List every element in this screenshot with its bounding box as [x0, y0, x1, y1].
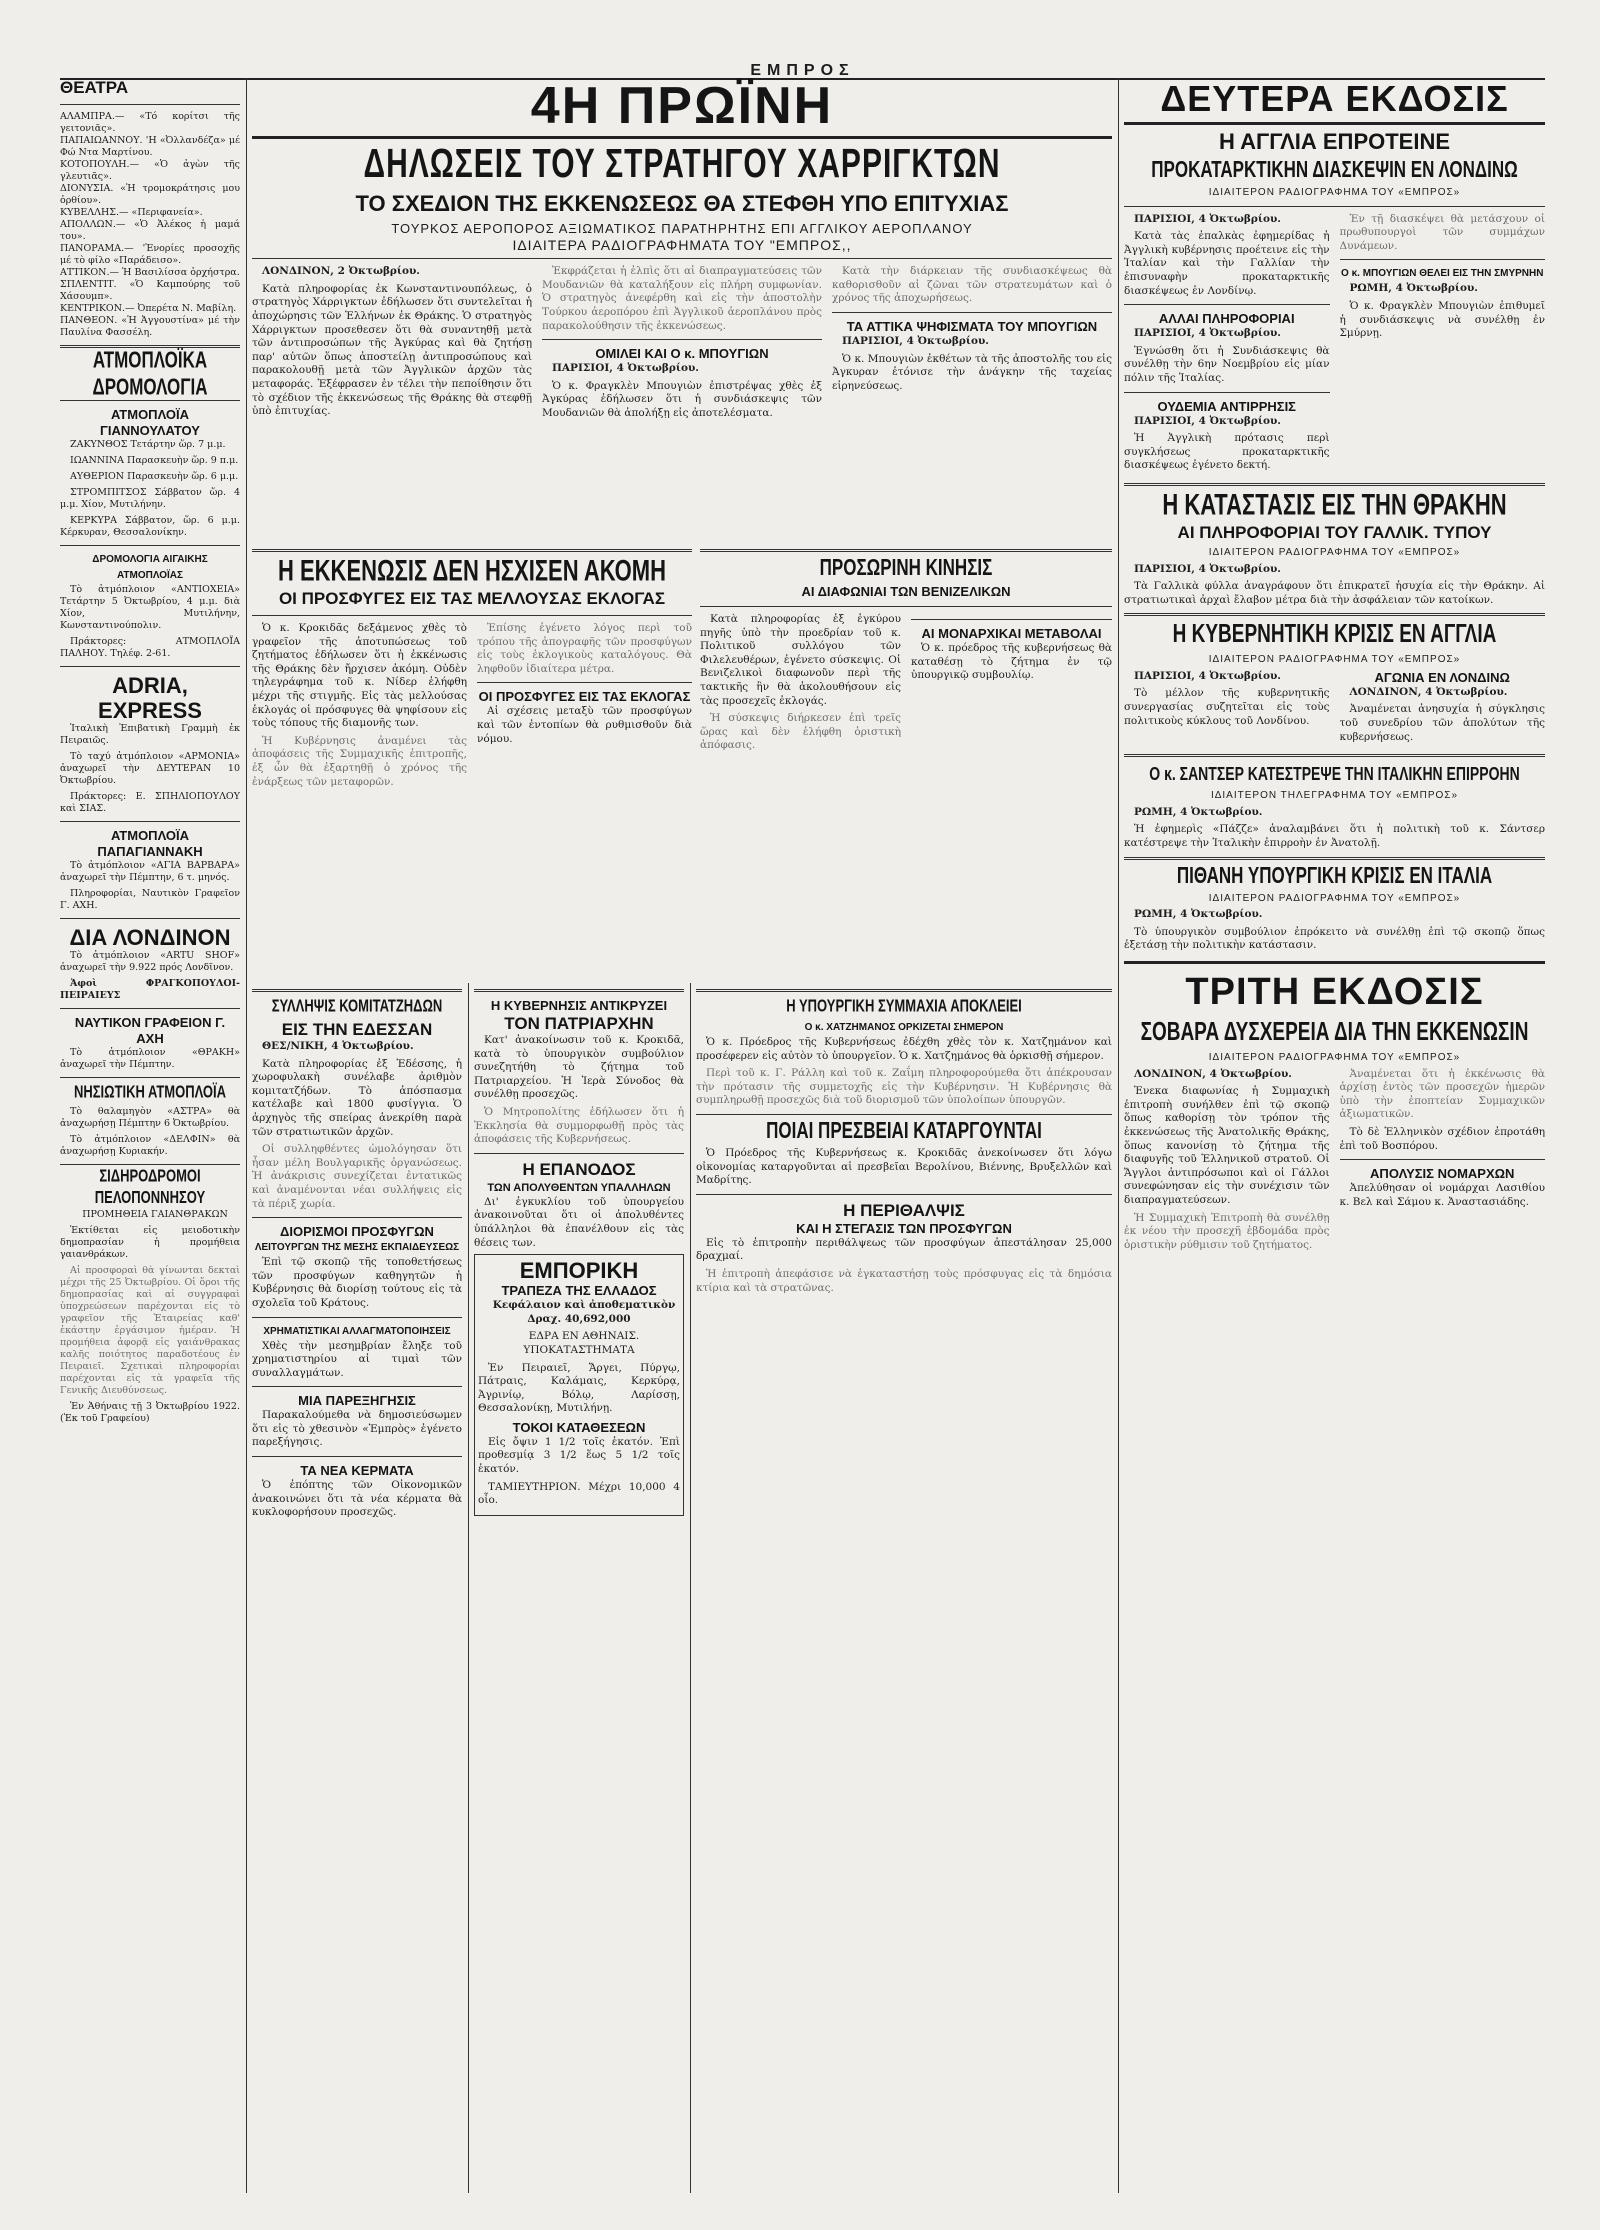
- third-sub-headline: ΑΠΟΛΥΣΙΣ ΝΟΜΑΡΧΩΝ: [1370, 1166, 1515, 1182]
- filler-text: Κατὰ τὴν διάρκειαν τῆς συνδιασκέψεως θὰ καθορισθοῦν αἱ ζῶναι τῶν στρατευμάτων καὶ ὁ χρόνος τῆς ἀποχωρήσεως.: [832, 265, 1112, 305]
- evacuation-sub-body: Αἱ σχέσεις μεταξὺ τῶν προσφύγων καὶ τῶν ἐντοπίων θὰ ρυθμισθοῦν διὰ νόμου.: [477, 705, 692, 745]
- thrace-dateline: ΠΑΡΙΣΙΟΙ, 4 Ὀκτωβρίου.: [1134, 562, 1281, 575]
- column-rule: [468, 983, 469, 2193]
- shipping-s2-title: ΔΡΟΜΟΛΟΓΙΑ ΑΙΓΑΙΚΗΣ ΑΤΜΟΠΛΟΪΑΣ: [92, 554, 208, 581]
- shipping-line: Τὸ ταχύ ἀτμόπλοιον «ΑΡΜΟΝΙΑ» ἀναχωρεῖ τὴν ΔΕΥΤΕΡΑΝ 10 Ὀκτωβρίου.: [60, 751, 240, 786]
- bank-seat: ΕΔΡΑ ΕΝ ΑΘΗΝΑΙΣ. ΥΠΟΚΑΤΑΣΤΗΜΑΤΑ: [523, 1330, 640, 1356]
- second-sub-headline: ΑΛΛΑΙ ΠΛΗΡΟΦΟΡΙΑΙ: [1158, 311, 1295, 327]
- filler-text: Ἐπίσης ἐγένετο λόγος περὶ τοῦ τρόπου τῆς ἀπογραφῆς τῶν προσφύγων εἰς τοὺς ἐκλογικοὺς καταλόγους. Θὰ ληφθοῦν ἰδιαίτερα μέτρα.: [477, 622, 692, 675]
- theatre-line: ΑΛΑΜΠΡΑ.— «Τό κορίτσι τῆς γειτονιᾶς».: [60, 111, 240, 134]
- shipping-s6-title: ΝΑΥΤΙΚΟΝ ΓΡΑΦΕΙΟΝ Γ. ΑΧΗ: [74, 1015, 226, 1046]
- col3-s5-headline: ΤΑ ΝΕΑ ΚΕΡΜΑΤΑ: [300, 1463, 414, 1479]
- italy-headline: ΠΙΘΑΝΗ ΥΠΟΥΡΓΙΚΗ ΚΡΙΣΙΣ ΕΝ ΙΤΑΛΙΑ: [1176, 862, 1493, 888]
- lead-sub-headline: ΟΜΙΛΕΙ ΚΑΙ Ο κ. ΜΠΟΥΓΙΩΝ: [595, 346, 769, 362]
- column-rule: [246, 78, 247, 2193]
- newspaper-name: ΕΜΠΡΟΣ: [750, 62, 855, 79]
- third-note: Τὸ δὲ Ἐλληνικὸν σχέδιον ἐπροτάθη ἐπὶ τοῦ Βοσπόρου.: [1339, 1125, 1545, 1152]
- politics-headline: ΠΡΟΣΩΡΙΝΗ ΚΙΝΗΣΙΣ: [819, 554, 993, 581]
- filler-text: Αἱ προσφοραὶ θὰ γίνωνται δεκταὶ μέχρι τῆς 25 Ὀκτωβρίου. Οἱ ὅροι τῆς δημοπρασίας καὶ αἱ συγγραφαὶ ὑποχρεώσεων παρέχονται εἰς τὸ γραφεῖον τῆς Ἑταιρείας καθ' ἑκάστην ἐργάσιμον ἡμέραν. Ἡ προμήθεια ἀφορᾷ εἰς γαιάνθρακας καλῆς ποιότητος παραδοτέους ἐν Πειραιεῖ. Σχετικαὶ πληροφορίαι παρέχονται εἰς τὰ γραφεῖα τῆς Γενικῆς Διευθύνσεως.: [60, 1265, 240, 1396]
- col4-s1-headline: Η ΚΥΒΕΡΝΗΣΙΣ ΑΝΤΙΚΡΥΖΕΙ: [490, 998, 668, 1013]
- filler-text: Ἀναμένεται ὅτι ἡ ἐκκένωσις θὰ ἀρχίσῃ ἐντὸς τῶν προσεχῶν ἡμερῶν ὑπὸ τὴν ἐποπτείαν Συμμαχικῶν ἀξιωματικῶν.: [1339, 1067, 1545, 1121]
- theatre-line: ΑΠΟΛΛΩΝ.— «Ὁ Ἀλέκος ἡ μαμά του».: [60, 219, 240, 242]
- lead-headline: ΔΗΛΩΣΕΙΣ ΤΟΥ ΣΤΡΑΤΗΓΟΥ ΧΑΡΡΙΓΚΤΩΝ: [363, 142, 1001, 187]
- lead-body: Κατὰ πληροφορίας ἐκ Κωνσταντινουπόλεως, ὁ στρατηγὸς Χάρριγκτων ἐδήλωσεν ὅτι συντελεῖται ἡ ἀποχώρησις τῶν Ἑλλήνων ἐκ Θράκης. Ὁ στρατηγὸς Χάρριγκτων προσεθεσεν ὅτι θὰ συναντηθῇ μετὰ τῶν ἀντιπροσώπων τῆς Ἀγκύρας καὶ θὰ ζητήσῃ παρ' αὐτῶν ὅπως ἀποστείλῃ ἀντιπροσώπους καὶ παρακολουθῇ μετὰ τῶν Ἀγγλικῶν ἀρχῶν τὰς μεταφοράς. Ἐξέφρασεν ἐν τέλει τὴν πεποίθησιν ὅτι τὸ σχέδιον τῆς ἐκκενώσεως τῆς Θράκης θὰ στεφθῇ ὑπὸ ἐπιτυχίας.: [252, 282, 532, 418]
- col5-s3-deck: ΚΑΙ Η ΣΤΕΓΑΣΙΣ ΤΩΝ ΠΡΟΣΦΥΓΩΝ: [796, 1220, 1012, 1236]
- british-crisis-source: ΙΔΙΑΙΤΕΡΟΝ ΡΑΔΙΟΓΡΑΦΗΜΑ ΤΟΥ «ΕΜΠΡΟΣ»: [1208, 654, 1461, 666]
- column-4: [474, 983, 684, 2193]
- evacuation-headline: Η ΕΚΚΕΝΩΣΙΣ ΔΕΝ ΗΣΧΙΣΕΝ ΑΚΟΜΗ: [278, 553, 666, 588]
- third-headline: ΣΟΒΑΡΑ ΔΥΣΧΕΡΕΙΑ ΔΙΑ ΤΗΝ ΕΚΚΕΝΩΣΙΝ: [1140, 1018, 1529, 1047]
- second-deck: ΠΡΟΚΑΤΑΡΚΤΙΚΗΝ ΔΙΑΣΚΕΨΙΝ ΕΝ ΛΟΝΔΙΝΩ: [1151, 156, 1518, 183]
- filler-text: Ὁ Μητροπολίτης ἐδήλωσεν ὅτι ἡ Ἐκκλησία θὰ συμμορφωθῇ πρὸς τὰς ἀποφάσεις τῆς Κυβερνήσεως.: [474, 1105, 684, 1146]
- third-source: ΙΔΙΑΙΤΕΡΟΝ ΡΑΔΙΟΓΡΑΦΗΜΑ ΤΟΥ «ΕΜΠΡΟΣ»: [1208, 1052, 1461, 1063]
- theatres-title: ΘΕΑΤΡΑ: [60, 78, 129, 97]
- second-headline: Η ΑΓΓΛΙΑ ΕΠΡΟΤΕΙΝΕ: [1218, 129, 1451, 154]
- col5-s1-headline: Η ΥΠΟΥΡΓΙΚΗ ΣΥΜΜΑΧΙΑ ΑΠΟΚΛΕΙΕΙ: [786, 995, 1022, 1016]
- theatre-line: ΑΤΤΙΚΟΝ.— Ἡ Βασιλίσσα ὀρχήστρα.: [60, 267, 240, 278]
- evacuation-deck: ΟΙ ΠΡΟΣΦΥΓΕΣ ΕΙΣ ΤΑΣ ΜΕΛΛΟΥΣΑΣ ΕΚΛΟΓΑΣ: [278, 589, 666, 608]
- italy-body: Τὸ ὑπουργικὸν συμβούλιον ἐπρόκειτο νὰ συνέλθῃ ἐπὶ τῷ σκοπῷ ὅπως ἐξετάσῃ τὴν πολιτικὴν κατάστασιν.: [1124, 925, 1545, 952]
- schanzer-body: Ἡ ἐφημερὶς «Πάζζε» ἀναλαμβάνει ὅτι ἡ πολιτικὴ τοῦ κ. Σάντσερ κατέστρεψε τὴν Ἰταλικὴν ἐπιρροὴν ἐν Ἀνατολῇ.: [1124, 823, 1545, 850]
- filler-text: Ἡ ἐπιτροπὴ ἀπεφάσισε νὰ ἐγκαταστήσῃ τοὺς πρόσφυγας εἰς τὰ δημόσια κτίρια καὶ τὰ στρατῶνας.: [696, 1267, 1112, 1294]
- lead-dateline: ΛΟΝΔΙΝΟΝ, 2 Ὀκτωβρίου.: [262, 265, 420, 278]
- evacuation-story: [252, 543, 692, 973]
- shipping-s4-title: ΑΤΜΟΠΛΟΪΑ ΠΑΠΑΓΙΑΝΝΑΚΗ: [97, 828, 203, 859]
- lead-col-c: [832, 265, 1112, 424]
- col3-s5-body: Ὁ ἐπόπτης τῶν Οἰκονομικῶν ἀνακοινώνει ὅτι τὰ νέα κέρματα θὰ κυκλοφορήσουν προσεχῶς.: [252, 1479, 462, 1519]
- col3-s2-headline: ΔΙΟΡΙΣΜΟΙ ΠΡΟΣΦΥΓΩΝ: [280, 1224, 434, 1240]
- italy-source: ΙΔΙΑΙΤΕΡΟΝ ΡΑΔΙΟΓΡΑΦΗΜΑ ΤΟΥ «ΕΜΠΡΟΣ»: [1208, 892, 1461, 904]
- lead-side-body: Ὁ κ. Μπουγιὼν ἐκθέτων τὰ τῆς ἀποστολῆς του εἰς Ἀγκυραν ἐτόνισε τὴν ἀνάγκην τῆς ταχείας εἰρηνεύσεως.: [832, 352, 1112, 392]
- second-body: Κατὰ τὰς ἐπαλκὰς ἐφημερίδας ἡ Ἀγγλικὴ κυβέρνησις προέτεινε εἰς τὴν Ἰταλίαν καὶ τὴν Γαλλίαν τὴν ἐπισυναφὴν προκαταρκτικῆς διασκέψεως ἐν Λονδίνῳ.: [1124, 230, 1330, 297]
- shipping-line: Ἀφοὶ ΦΡΑΓΚΟΠΟΥΛΟΙ-ΠΕΙΡΑΙΕΥΣ: [60, 978, 240, 1001]
- british-crisis-sub-headline: ΑΓΩΝΙΑ ΕΝ ΛΟΝΔΙΝΩ: [1374, 669, 1510, 685]
- british-crisis-sub-dateline: ΛΟΝΔΙΝΟΝ, 4 Ὀκτωβρίου.: [1349, 685, 1508, 698]
- shipping-line: Ἰταλικὴ Ἐπιβατικὴ Γραμμὴ ἐκ Πειραιῶς.: [60, 723, 240, 746]
- schanzer-headline: Ο κ. ΣΑΝΤΣΕΡ ΚΑΤΕΣΤΡΕΨΕ ΤΗΝ ΙΤΑΛΙΚΗΝ ΕΠΙΡΡΟΗΝ: [1149, 762, 1520, 785]
- column-rule: [1118, 78, 1119, 2193]
- filler-text: Περὶ τοῦ κ. Γ. Ράλλη καὶ τοῦ κ. Ζαΐμη πληροφορούμεθα ὅτι ἀπέκρουσαν τὴν πρότασιν τῆς συμμετοχῆς εἰς τὴν Κυβέρνησιν. Ἡ Κυβέρνησις θὰ συμπληρωθῇ προσεχῶς διὰ τοῦ διορισμοῦ τῶν ὑπολοίπων ὑπουργῶν.: [696, 1067, 1112, 1107]
- column-3: [252, 983, 462, 2193]
- third-banner: ΤΡΙΤΗ ΕΚΔΟΣΙΣ: [1185, 971, 1484, 1013]
- lead-story: [252, 78, 1112, 533]
- shipping-line: Τὸ ἀτμόπλοιον «ΑΓΙΑ ΒΑΡΒΑΡΑ» ἀναχωρεῖ τὴν Πέμπτην, 6 τ. μηνός.: [60, 860, 240, 883]
- thrace-body: Τὰ Γαλλικὰ φύλλα ἀναγράφουν ὅτι ἐπικρατεῖ ἡσυχία εἰς τὴν Θράκην. Αἱ στρατιωτικαὶ ἀρχαὶ ἔλαβον μέτρα διὰ τὴν ἀσφάλειαν τῶν κατοίκων.: [1124, 580, 1545, 606]
- second-sub-dateline: ΠΑΡΙΣΙΟΙ, 4 Ὀκτωβρίου.: [1134, 327, 1281, 340]
- col5-s3-body: Εἰς τὸ ἐπιτροπὴν περιθάλψεως τῶν προσφύγων ἀπεστάλησαν 25,000 δραχμαί.: [696, 1236, 1112, 1263]
- third-body: Ἐνεκα διαφωνίας ἡ Συμμαχικὴ ἐπιτροπὴ συνήλθεν ἐπὶ τῷ σκοπῷ ὅπως καθορίσῃ τὸν τρόπον τῆς ἐκκενώσεως τῆς Ἀνατολικῆς Θράκης, ὅπως κανονίσῃ τὸ ζήτημα τῆς διαφυγῆς τοῦ Ἑλληνικοῦ στρατοῦ. Οἱ Ἄγγλοι ἀντιπρόσωποι καὶ οἱ Γάλλοι συνεφώνησαν εἰς τὴν συνέχισιν τῶν διαπραγματεύσεων.: [1124, 1085, 1330, 1206]
- shipping-line: ΠΡΟΜΗΘΕΙΑ ΓΑΙΑΝΘΡΑΚΩΝ: [82, 1209, 228, 1220]
- theatre-line: ΚΟΤΟΠΟΥΛΗ.— «Ὁ ἀγὼν τῆς γλευτιᾶς».: [60, 159, 240, 182]
- col3-s3-body: Χθὲς τὴν μεσημβρίαν ἔληξε τοῦ χρηματιστηρίου αἱ τιμαὶ τῶν συναλλαγμάτων.: [252, 1339, 462, 1379]
- shipping-line: Πράκτορες: Ε. ΣΠΗΛΙΟΠΟΥΛΟΥ καὶ ΣΙΑΣ.: [60, 791, 240, 814]
- col3-s1-dateline: ΘΕΣ/ΝΙΚΗ, 4 Ὀκτωβρίου.: [262, 1040, 414, 1052]
- british-crisis-body: Τὸ μέλλον τῆς κυβερνητικῆς συνεργασίας συζητεῖται εἰς τοὺς πολιτικοὺς κύκλους τοῦ Λονδίνου.: [1124, 687, 1330, 727]
- third-sub-body: Ἀπελύθησαν οἱ νομάρχαι Λασιθίου κ. Βελ καὶ Σάμου κ. Ἀναστασιάδης.: [1339, 1182, 1545, 1208]
- col5-s2-headline: ΠΟΙΑΙ ΠΡΕΣΒΕΙΑΙ ΚΑΤΑΡΓΟΥΝΤΑΙ: [766, 1117, 1042, 1144]
- schanzer-dateline: ΡΩΜΗ, 4 Ὀκτωβρίου.: [1134, 805, 1263, 818]
- lead-source: ΙΔΙΑΙΤΕΡΑ ΡΑΔΙΟΓΡΑΦΗΜΑΤΑ ΤΟΥ "ΕΜΠΡΟΣ,,: [512, 236, 852, 253]
- british-crisis-sub-body: Ἀναμένεται ἀνησυχία ἡ σύγκλησις τοῦ συνεδρίου τῶν ἀπολύτων τῆς κυβερνήσεως.: [1339, 703, 1545, 743]
- bank-subtitle: ΤΡΑΠΕΖΑ ΤΗΣ ΕΛΛΑΔΟΣ: [501, 1283, 657, 1299]
- col4-s2-headline: Η ΕΠΑΝΟΔΟΣ: [522, 1159, 636, 1179]
- col4-s1-body: Κατ' ἀνακοίνωσιν τοῦ κ. Κροκιδᾶ, κατὰ τὸ ὑπουργικὸν συμβούλιον συνεζητήθη τὸ ζήτημα τοῦ Πατριαρχείου. Ἡ Ἱερὰ Σύνοδος θὰ συνέλθῃ προσεχῶς.: [474, 1034, 684, 1101]
- col3-s4-body: Παρακαλούμεθα νὰ δημοσιεύσωμεν ὅτι εἰς τὸ χθεσινὸν «Ἐμπρὸς» ἐγένετο παρεξήγησις.: [252, 1409, 462, 1449]
- bank-savings: ΤΑΜΙΕΥΤΗΡΙΟΝ. Μέχρι 10,000 4 οἷο.: [478, 1480, 680, 1507]
- column-1: [60, 78, 240, 2193]
- col3-s3-headline: ΧΡΗΜΑΤΙΣΤΙΚΑΙ ΑΛΛΑΓΜΑΤΟΠΟΙΗΣΕΙΣ: [263, 1325, 451, 1337]
- second-side-dateline: ΡΩΜΗ, 4 Ὀκτωβρίου.: [1349, 282, 1478, 295]
- col5-s3-headline: Η ΠΕΡΙΘΑΛΨΙΣ: [843, 1200, 965, 1220]
- shipping-line: ΑΥΘΕΡΙΟΝ Παρασκευὴν ὥρ. 6 μ.μ.: [70, 471, 239, 482]
- thrace-headline: Η ΚΑΤΑΣΤΑΣΙΣ ΕΙΣ ΤΗΝ ΘΡΑΚΗΝ: [1162, 487, 1507, 522]
- filler-text: Ἐν τῇ διασκέψει θὰ μετάσχουν οἱ πρωθυπουργοὶ τῶν συμμάχων Δυνάμεων.: [1339, 212, 1545, 252]
- col4-s1-deck: ΤΟΝ ΠΑΤΡΙΑΡΧΗΝ: [504, 1014, 654, 1033]
- shipping-line: ΚΕΡΚΥΡΑ Σάββατον, ὥρ. 6 μ.μ. Κέρκυραν, Θεσσαλονίκην.: [60, 515, 240, 538]
- politics-story: [700, 543, 1112, 973]
- shipping-line: Τὸ θαλαμηγὸν «ΑΣΤΡΑ» θὰ ἀναχωρήσῃ Πέμπτην 6 Ὀκτωβρίου.: [60, 1106, 240, 1129]
- shipping-line: Πράκτορες: ΑΤΜΟΠΛΟΪΑ ΠΑΛΗΟΥ. Τηλέφ. 2-61.: [60, 636, 240, 659]
- lead-banner: 4Η ΠΡΩΪΝΗ: [530, 78, 834, 135]
- column-5: [696, 983, 1112, 2193]
- col3-s2-deck: ΛΕΙΤΟΥΡΓΩΝ ΤΗΣ ΜΕΣΗΣ ΕΚΠΑΙΔΕΥΣΕΩΣ: [254, 1242, 460, 1254]
- col4-s2-body: Δι' ἐγκυκλίου τοῦ ὑπουργείου ἀνακοινοῦται ὅτι οἱ ἀπολυθέντες ὑπάλληλοι θὰ ἐπανέλθουν εἰς τὰς θέσεις των.: [474, 1195, 684, 1249]
- british-crisis-dateline: ΠΑΡΙΣΙΟΙ, 4 Ὀκτωβρίου.: [1134, 669, 1281, 682]
- shipping-s7-title: ΝΗΣΙΩΤΙΚΗ ΑΤΜΟΠΛΟΪΑ: [73, 1081, 227, 1102]
- evacuation-sub-headline: ΟΙ ΠΡΟΣΦΥΓΕΣ ΕΙΣ ΤΑΣ ΕΚΛΟΓΑΣ: [478, 689, 691, 705]
- col5-s2-body: Ὁ Πρόεδρος τῆς Κυβερνήσεως κ. Κροκιδᾶς ἀνεκοίνωσεν ὅτι λόγω οἰκονομίας καταργοῦνται αἱ πρεσβεῖαι Βερολίνου, Βιέννης, Βρυξελλῶν καὶ Μαδρίτης.: [696, 1146, 1112, 1187]
- thrace-deck: ΑΙ ΠΛΗΡΟΦΟΡΙΑΙ ΤΟΥ ΓΑΛΛΙΚ. ΤΥΠΟΥ: [1177, 522, 1492, 542]
- theatre-line: ΠΑΝΟΡΑΜΑ.— 'Ἐνορίες προσοχῆς μέ τὸ φίλο «Παράδεισο».: [60, 243, 240, 266]
- british-crisis-headline: Η ΚΥΒΕΡΝΗΤΙΚΗ ΚΡΙΣΙΣ ΕΝ ΑΓΓΛΙΑ: [1172, 620, 1497, 649]
- filler-text: Ἡ Κυβέρνησις ἀναμένει τὰς ἀποφάσεις τῆς Συμμαχικῆς ἐπιτροπῆς, ἐξ ὧν θὰ ἐξαρτηθῇ ὁ χρόνος τῆς ἐνάρξεως τῶν μεταφορῶν.: [252, 734, 467, 788]
- shipping-s5-title: ΔΙΑ ΛΟΝΔΙΝΟΝ: [69, 925, 231, 950]
- lead-col-b: [542, 265, 822, 424]
- second-banner: ΔΕΥΤΕΡΑ ΕΚΔΟΣΙΣ: [1160, 78, 1509, 119]
- col4-s2-deck: ΤΩΝ ΑΠΟΛΥΘΕΝΤΩΝ ΥΠΑΛΛΗΛΩΝ: [487, 1181, 671, 1194]
- theatre-line: ΚΕΝΤΡΙΚΟΝ.— Ὀπερέτα Ν. Μαβίλη.: [60, 303, 237, 314]
- column-rule: [690, 983, 691, 2193]
- col3-s2-body: Ἐπὶ τῷ σκοπῷ τῆς τοποθετήσεως τῶν προσφύγων καθηγητῶν ἡ Κυβέρνησις θὰ διορίσῃ τούτους εἰς τὰ σχολεῖα τοῦ Κράτους.: [252, 1256, 462, 1309]
- second-edition: [1124, 78, 1545, 2193]
- col5-s1-body: Ὁ κ. Πρόεδρος τῆς Κυβερνήσεως ἐδέχθη χθὲς τὸν κ. Χατζημάνον καὶ προσέφερεν εἰς αὐτὸν τὸ ὑπουργεῖον. Ὁ κ. Χατζημάνος θὰ ὁρκισθῇ σήμερον.: [696, 1036, 1112, 1062]
- col5-s1-deck: Ο κ. ΧΑΤΖΗΜΑΝΟΣ ΟΡΚΙΖΕΤΑΙ ΣΗΜΕΡΟΝ: [804, 1022, 1004, 1033]
- col3-s1-headline: ΣΥΛΛΗΨΙΣ ΚΟΜΙΤΑΤΖΗΔΩΝ: [271, 995, 443, 1016]
- col3-s1-deck: ΕΙΣ ΤΗΝ ΕΔΕΣΣΑΝ: [281, 1020, 433, 1039]
- politics-sub-body: Ὁ κ. πρόεδρος τῆς κυβερνήσεως θὰ καταθέσῃ τὸ ζήτημα ἐν τῷ ὑπουργικῷ συμβουλίῳ.: [911, 642, 1112, 682]
- shipping-line: ΣΤΡΟΜΠΙΤΣΟΣ Σάββατον ὥρ. 4 μ.μ. Χίον, Μυτιλήνην.: [60, 487, 240, 510]
- bank-branches: Ἐν Πειραιεῖ, Ἄργει, Πύργῳ, Πάτραις, Καλάμαις, Κερκύρᾳ, Ἀγρινίῳ, Βόλῳ, Λαρίσσῃ, Θεσσαλονίκῃ, Μυτιλήνῃ.: [478, 1361, 680, 1415]
- filler-text: Ἡ Συμμαχικὴ Ἐπιτροπὴ θὰ συνέλθῃ ἐκ νέου τὴν προσεχῆ ἑβδομάδα πρὸς ὁριστικὴν ρύθμισιν τοῦ ζητήματος.: [1124, 1211, 1330, 1251]
- lead-side-dateline: ΠΑΡΙΣΙΟΙ, 4 Ὀκτωβρίου.: [842, 334, 989, 347]
- bank-title: ΕΜΠΟΡΙΚΗ: [519, 1258, 639, 1284]
- theatre-line: ΚΥΒΕΛΛΗΣ.— «Περιφανεία».: [60, 207, 203, 218]
- shipping-line: Ἐν Ἀθήναις τῇ 3 Ὀκτωβρίου 1922. (Ἐκ τοῦ Γραφείου): [60, 1401, 240, 1424]
- second-dateline: ΠΑΡΙΣΙΟΙ, 4 Ὀκτωβρίου.: [1134, 212, 1281, 225]
- col3-s4-headline: ΜΙΑ ΠΑΡΕΞΗΓΗΣΙΣ: [298, 1393, 416, 1409]
- second-side-body: Ὁ κ. Φραγκλὲν Μπουγιὼν ἐπιθυμεῖ ἡ συνδιάσκεψις νὰ συνέλθῃ ἐν Σμύρνῃ.: [1339, 299, 1545, 340]
- theatre-line: ΣΠΛΕΝΤΙΤ. «Ὁ Καμπούρης τοῦ Χάσουμπ».: [60, 279, 240, 302]
- shipping-s1-title: ΑΤΜΟΠΛΟΪΑ ΓΙΑΝΝΟΥΛΑΤΟΥ: [100, 407, 200, 438]
- italy-dateline: ΡΩΜΗ, 4 Ὀκτωβρίου.: [1134, 908, 1263, 921]
- shipping-line: ΙΩΑΝΝΙΝΑ Παρασκευὴν ὥρ. 9 π.μ.: [70, 455, 239, 466]
- shipping-title: ΑΤΜΟΠΛΟΪΚΑ ΔΡΟΜΟΛΟΓΙΑ: [92, 347, 208, 400]
- schanzer-source: ΙΔΙΑΙΤΕΡΟΝ ΤΗΛΕΓΡΑΦΗΜΑ ΤΟΥ «ΕΜΠΡΟΣ»: [1210, 790, 1459, 802]
- bank-rates: Εἰς ὄψιν 1 1/2 τοῖς ἑκατόν. Ἐπὶ προθεσμίᾳ 3 1/2 ἕως 5 1/2 τοῖς ἑκατόν.: [478, 1435, 680, 1476]
- bank-advertisement: [474, 1254, 684, 1516]
- shipping-line: Τὸ ἀτμόπλοιον «ΔΕΛΦΙΝ» θὰ ἀναχωρήσῃ Κυριακήν.: [60, 1134, 240, 1157]
- theatre-line: ΔΙΟΝΥΣΙΑ. «Ἡ τρομοκράτησις μου ὀρθίου».: [60, 183, 240, 206]
- bank-rates-headline: ΤΟΚΟΙ ΚΑΤΑΘΕΣΕΩΝ: [512, 1419, 646, 1435]
- lead-sub-dateline: ΠΑΡΙΣΙΟΙ, 4 Ὀκτωβρίου.: [552, 362, 699, 375]
- lead-sub-body: Ὁ κ. Φραγκλὲν Μπουγιὼν ἐπιστρέψας χθὲς ἐξ Ἀγκύρας ἐδήλωσεν ὅτι ἡ συνδιάσκεψις τῶν Μουδανιῶν θὰ ἀπολήξῃ εἰς ἀποτελέσματα.: [542, 379, 822, 419]
- filler-text: Ἡ σύσκεψις διήρκεσεν ἐπὶ τρεῖς ὥρας καὶ δὲν ἐλήφθη ὁριστικὴ ἀπόφασις.: [700, 712, 901, 752]
- politics-deck: ΑΙ ΔΙΑΦΩΝΙΑΙ ΤΩΝ ΒΕΝΙΖΕΛΙΚΩΝ: [801, 584, 1011, 599]
- masthead: [60, 60, 1545, 80]
- lead-deck-1: ΤΟ ΣΧΕΔΙΟΝ ΤΗΣ ΕΚΚΕΝΩΣΕΩΣ ΘΑ ΣΤΕΦΘΗ ΥΠΟ ΕΠΙΤΥΧΙΑΣ: [355, 191, 1009, 216]
- theatre-line: ΠΑΠΑΙΩΑΝΝΟΥ. 'Η «Ὀλλανδέζα» μέ Φώ Ντα Μαρτίνου.: [60, 135, 240, 158]
- second-sub2-headline: ΟΥΔΕΜΙΑ ΑΝΤΙΡΡΗΣΙΣ: [1157, 398, 1296, 414]
- second-sub2-body: Ἡ Ἀγγλικὴ πρότασις περὶ συγκλήσεως προκαταρκτικῆς διασκέψεως ἐγένετο δεκτή.: [1124, 432, 1330, 472]
- filler-text: Ἐκφράζεται ἡ ἐλπὶς ὅτι αἱ διαπραγματεύσεις τῶν Μουδανιῶν θὰ καταλήξουν εἰς πλήρη συμφωνίαν. Ὁ στρατηγὸς ἀνεφέρθη καὶ εἰς τὴν ἀποστολὴν Τούρκου ἀεροπόρου ἐπὶ Ἀγγλικοῦ ἀεροπλάνου πρὸς παρακολούθησιν τῆς ἐκκενώσεως.: [542, 265, 822, 332]
- shipping-s8-title: ΣΙΔΗΡΟΔΡΟΜΟΙ ΠΕΛΟΠΟΝΝΗΣΟΥ: [94, 1165, 206, 1208]
- shipping-line: Πληροφορίαι, Ναυτικὸν Γραφεῖον Γ. ΑΧΗ.: [60, 888, 240, 911]
- thrace-source: ΙΔΙΑΙΤΕΡΟΝ ΡΑΔΙΟΓΡΑΦΗΜΑ ΤΟΥ «ΕΜΠΡΟΣ»: [1208, 546, 1461, 558]
- shipping-line: Ἐκτίθεται εἰς μειοδοτικὴν δημοπρασίαν ἡ προμήθεια γαιανθράκων.: [60, 1225, 240, 1260]
- evacuation-body: Ὁ κ. Κροκιδᾶς δεξάμενος χθὲς τὸ γραφεῖον τῆς ἀποτυπώσεως τοῦ ζητήματος ἐδήλωσεν ὅτι ἡ ἐκκένωσις τῆς Θράκης δὲν ἤρχισεν ἀκόμη. Οὐδὲν τηλεγράφημα τοῦ κ. Νίδερ ἐλήφθη μέχρι τῆς στιγμῆς. Εἰς τὰς μελλούσας ἐκλογάς οἱ πρόσφυγες θὰ ψηφίσουν εἰς τοὺς τόπους τῆς διαμονῆς των.: [252, 622, 467, 730]
- shipping-line: Τὸ ἀτμόπλοιον «ARTU SHOF» ἀναχωρεῖ τὴν 9.922 πρός Λονδῖνον.: [60, 950, 240, 973]
- second-side-headline: Ο κ. ΜΠΟΥΓΙΩΝ ΘΕΛΕΙ ΕΙΣ ΤΗΝ ΣΜΥΡΝΗΝ: [1341, 268, 1544, 280]
- second-sub-body: Ἐγνώσθη ὅτι ἡ Συνδιάσκεψις θὰ συνέλθῃ τὴν 6ην Νοεμβρίου εἰς μίαν πόλιν τῆς Ἰταλίας.: [1124, 344, 1330, 384]
- col3-s1-body: Κατὰ πληροφορίας ἐξ Ἐδέσσης, ἡ χωροφυλακὴ συνέλαβε ἀριθμὸν κομιτατζήδων. Τὸ ἀπόσπασμα κατέλαβε καὶ 1800 φυσίγγια. Ὁ ἀρχηγὸς τῆς σπείρας ἀνεκρίθη παρὰ τῶν στρατιωτικῶν ἀρχῶν.: [252, 1057, 462, 1138]
- politics-sub-headline: ΑΙ ΜΟΝΑΡΧΙΚΑΙ ΜΕΤΑΒΟΛΑΙ: [921, 626, 1102, 641]
- shipping-line: ΖΑΚΥΝΘΟΣ Τετάρτην ὥρ. 7 μ.μ.: [70, 439, 226, 450]
- lead-col-a: [252, 265, 532, 424]
- lead-side-headline: ΤΑ ΑΤΤΙΚΑ ΨΗΦΙΣΜΑΤΑ ΤΟΥ ΜΠΟΥΓΙΩΝ: [846, 318, 1098, 334]
- shipping-s3-title: ADRIA, EXPRESS: [98, 673, 202, 723]
- second-source: ΙΔΙΑΙΤΕΡΟΝ ΡΑΔΙΟΓΡΑΦΗΜΑ ΤΟΥ «ΕΜΠΡΟΣ»: [1208, 187, 1461, 198]
- newspaper-page: [60, 78, 1545, 2193]
- second-sub2-dateline: ΠΑΡΙΣΙΟΙ, 4 Ὀκτωβρίου.: [1134, 414, 1281, 427]
- third-dateline: ΛΟΝΔΙΝΟΝ, 4 Ὀκτωβρίου.: [1134, 1067, 1292, 1080]
- shipping-line: Τὸ ἀτμόπλοιον «ΘΡΑΚΗ» ἀναχωρεῖ τὴν Πέμπτην.: [60, 1047, 240, 1070]
- shipping-line: Τὸ ἀτμόπλοιον «ΑΝΤΙΟΧΕΙΑ» Τετάρτην 5 Ὀκτωβρίου, 4 μ.μ. διὰ Χίον, Μυτιλήνην, Κωνσταντινούπολιν.: [60, 584, 240, 631]
- theatre-line: ΠΑΝΘΕΟΝ. «Ἡ Ἀγγουστίνα» μέ τὴν Παυλίνα Φασσέλη.: [60, 315, 240, 338]
- bank-capital: Κεφάλαιον καὶ ἀποθεματικὸν Δραχ. 40,692,000: [492, 1299, 676, 1325]
- politics-body: Κατὰ πληροφορίας ἐξ ἐγκύρου πηγῆς ὑπὸ τὴν προεδρίαν τοῦ κ. Πολιτικοῦ συλλόγου τῶν Φιλελευθέρων, ἐγένετο σύσκεψις. Οἱ Βενιζελικοὶ διαφωνοῦν περὶ τῆς τακτικῆς ἣν θὰ ἀκολουθήσουν εἰς τὰς προσεχεῖς ἐκλογάς.: [700, 613, 901, 707]
- filler-text: Οἱ συλληφθέντες ὡμολόγησαν ὅτι ἦσαν μέλη Βουλγαρικῆς ὀργανώσεως. Ἡ ἀνάκρισις συνεχίζεται ἐντατικῶς καὶ ἀναμένονται νέαι συλλήψεις εἰς τὰ πέριξ χωρία.: [252, 1143, 462, 1210]
- lead-deck-2: ΤΟΥΡΚΟΣ ΑΕΡΟΠΟΡΟΣ ΑΞΙΩΜΑΤΙΚΟΣ ΠΑΡΑΤΗΡΗΤΗΣ ΕΠΙ ΑΓΓΛΙΚΟΥ ΑΕΡΟΠΛΑΝΟΥ: [391, 221, 973, 236]
